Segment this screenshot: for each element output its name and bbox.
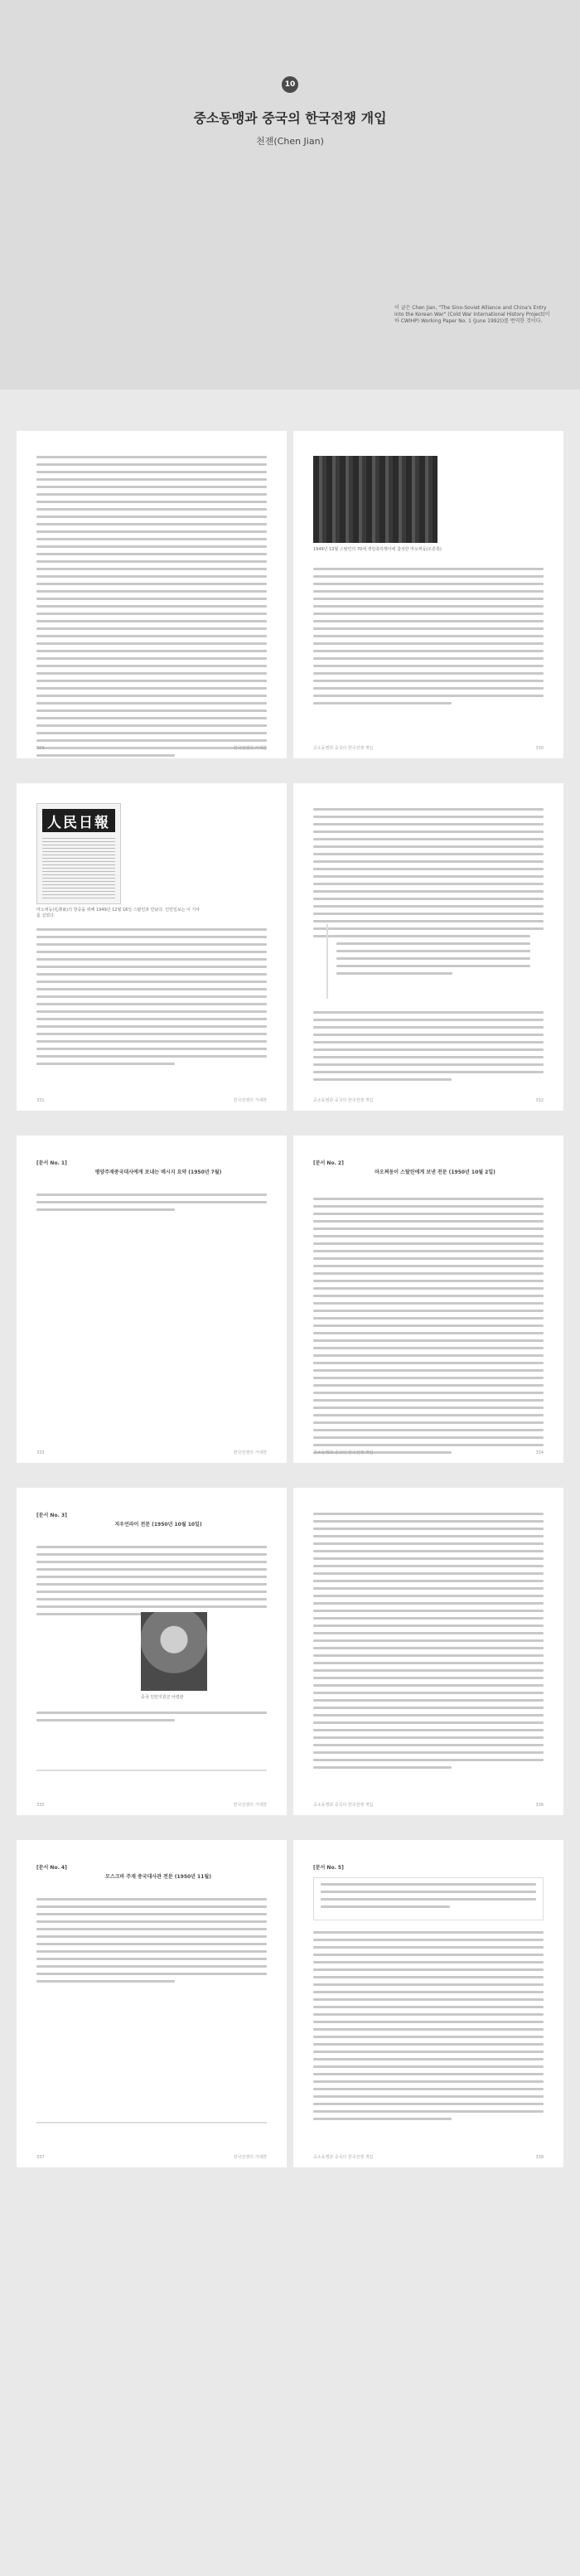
page-number: 333 [36,1450,45,1455]
page-334 [293,1135,563,1463]
page-footer [313,1799,544,1808]
page-336 [293,1488,563,1815]
page-footer [36,1799,267,1808]
document-label: [문서 No. 1] [36,1160,67,1166]
peoples-daily-clipping [36,803,121,904]
page-332 [293,783,563,1111]
page-footer [36,1447,267,1455]
boxed-summary [313,1877,544,1920]
page-number: 331 [36,1098,45,1103]
footnote-rule [36,1770,267,1771]
page-329 [17,431,287,758]
page-333 [17,1135,287,1463]
photo-caption: 1949년 12월 스탈린의 70세 생일축하행사에 참석한 마오쩌둥(오른쪽) [313,547,442,552]
page-number: 332 [535,1098,544,1103]
document-label: [문서 No. 5] [313,1865,344,1871]
page-footer [313,2152,544,2160]
photo-caption: 마오쩌둥(毛澤東)의 방중을 위해 1949년 12월 16일 스탈린과 만났다. 인민일보는 이 기사를 실었다. [36,908,201,918]
page-338 [293,1840,563,2167]
running-title: 한국전쟁의 거대한 [233,1098,267,1103]
document-title: 모스크바 주재 중국대사관 전문 (1950년 11월) [105,1874,211,1880]
page-footer [36,743,267,751]
page-number: 336 [535,1803,544,1808]
stalin-birthday-photo [313,456,437,543]
document-title: 평양주재중국대사에게 보내는 메시지 요약 (1950년 7월) [94,1169,222,1175]
page-footer [36,1095,267,1103]
footnote-rule [36,2122,267,2123]
chapter-author: 천젠(Chen Jian) [256,136,324,147]
running-title: 중소동맹과 중국의 한국전쟁 개입 [313,746,374,751]
running-title: 한국전쟁의 거대한 [233,2155,267,2160]
page-number: 329 [36,746,45,751]
page-number: 338 [535,2155,544,2160]
body-text [36,1546,267,1620]
newspaper-masthead: 人民日報 [42,809,115,832]
body-text [36,1194,267,1216]
body-text [313,1011,544,1086]
page-335 [17,1488,287,1815]
document-label: [문서 No. 2] [313,1160,344,1166]
running-title: 중소동맹과 중국의 한국전쟁 개입 [313,1098,374,1103]
chapter-number-badge: 10 [282,76,298,93]
spread-5 [0,1840,580,2167]
chapter-title: 중소동맹과 중국의 한국전쟁 개입 [193,110,387,126]
body-text [313,808,544,942]
running-title: 한국전쟁의 거대한 [233,1803,267,1808]
body-text [36,1712,267,1726]
page-footer [36,2152,267,2160]
page-number: 334 [535,1450,544,1455]
document-label: [문서 No. 3] [36,1513,67,1518]
body-text [313,1931,544,2125]
photo-caption: 중국 인민지원군 사령관 [141,1695,184,1700]
body-text [36,1898,267,1988]
running-title: 한국전쟁의 거대한 [233,746,267,751]
page-footer [313,743,544,751]
block-quote [326,924,530,999]
body-text [313,1513,544,1774]
page-330 [293,431,563,758]
chapter-source-note: 이 글은 Chen Jian, "The Sino-Soviet Alliance and China's Entry into the Korean War" (Cold War International History Project(이하 CWIHP) Working Paper No. 1 (June 1992))를 번역한 것이다. [394,305,550,324]
page-number: 330 [535,746,544,751]
officer-portrait-photo [141,1612,207,1691]
page-footer [313,1447,544,1455]
spread-2 [0,783,580,1111]
running-title: 한국전쟁의 거대한 [233,1450,267,1455]
page-337 [17,1840,287,2167]
running-title: 중소동맹과 중국의 한국전쟁 개입 [313,1803,374,1808]
running-title: 중소동맹과 중국의 한국전쟁 개입 [313,1450,374,1455]
running-title: 중소동맹과 중국의 한국전쟁 개입 [313,2155,374,2160]
document-label: [문서 No. 4] [36,1865,67,1871]
page-number: 337 [36,2155,45,2160]
body-text [36,928,267,1070]
spread-3 [0,1135,580,1463]
page-331 [17,783,287,1111]
spread-1 [0,431,580,758]
spread-4 [0,1488,580,1815]
body-text [36,456,267,758]
body-text [313,568,544,709]
document-title: 마오쩌둥이 스탈린에게 보낸 전문 (1950년 10월 2일) [375,1169,495,1175]
body-text [313,1198,544,1459]
chapter-cover [0,0,580,390]
document-title: 저우언라이 전문 (1950년 10월 10일) [114,1522,202,1528]
page-footer [313,1095,544,1103]
page-number: 335 [36,1803,45,1808]
